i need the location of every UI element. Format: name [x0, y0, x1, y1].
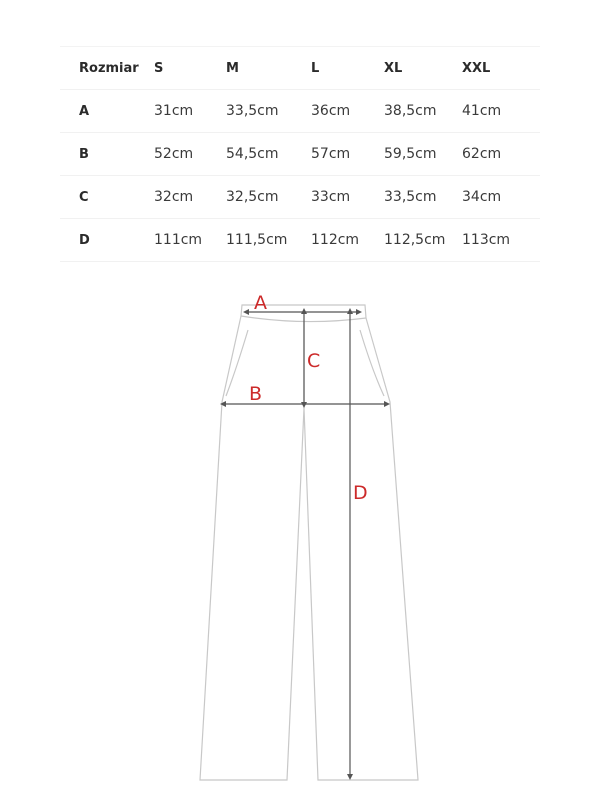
table-cell: 41cm [462, 90, 540, 133]
table-cell: 33,5cm [226, 90, 311, 133]
dimension-label-a: A [254, 292, 267, 314]
size-chart-table [60, 46, 540, 262]
table-row [60, 219, 540, 262]
measure-arrow-a-right [356, 309, 362, 315]
table-cell: 34cm [462, 176, 540, 219]
right-leg-outline [304, 318, 418, 780]
table-cell: 36cm [311, 90, 384, 133]
size-corner-label: Rozmiar [60, 47, 154, 90]
table-cell: 31cm [154, 90, 226, 133]
table-cell: 57cm [311, 133, 384, 176]
size-header-xl: XL [384, 47, 462, 90]
table-row [60, 133, 540, 176]
table-cell: 59,5cm [384, 133, 462, 176]
left-pocket-outline [226, 330, 248, 396]
measure-arrow-b-left [220, 401, 226, 407]
size-header-row [60, 47, 540, 90]
table-row [60, 176, 540, 219]
size-header-m: M [226, 47, 311, 90]
trousers-measurement-diagram [0, 280, 600, 800]
table-cell: 112,5cm [384, 219, 462, 262]
row-label: C [60, 176, 154, 219]
measure-arrow-b-right [384, 401, 390, 407]
table-cell: 112cm [311, 219, 384, 262]
size-header-l: L [311, 47, 384, 90]
table-cell: 54,5cm [226, 133, 311, 176]
size-header-xxl: XXL [462, 47, 540, 90]
row-label: D [60, 219, 154, 262]
measure-arrow-d-top [347, 308, 353, 314]
dimension-label-d: D [353, 482, 368, 504]
row-label: A [60, 90, 154, 133]
table-cell: 32,5cm [226, 176, 311, 219]
size-header-s: S [154, 47, 226, 90]
row-label: B [60, 133, 154, 176]
table-cell: 33,5cm [384, 176, 462, 219]
measure-arrow-c-bottom [301, 402, 307, 408]
trousers-outline [200, 305, 418, 780]
dimension-label-b: B [249, 383, 263, 405]
table-cell: 38,5cm [384, 90, 462, 133]
dimension-label-c: C [307, 350, 321, 372]
table-cell: 111,5cm [226, 219, 311, 262]
table-row [60, 90, 540, 133]
table-cell: 111cm [154, 219, 226, 262]
measure-arrow-d-bottom [347, 774, 353, 780]
table-cell: 33cm [311, 176, 384, 219]
measure-arrow-a-left [243, 309, 249, 315]
table-cell: 113cm [462, 219, 540, 262]
table-cell: 32cm [154, 176, 226, 219]
measure-arrow-c-top [301, 308, 307, 314]
table-cell: 52cm [154, 133, 226, 176]
table-cell: 62cm [462, 133, 540, 176]
measurement-lines [220, 308, 390, 780]
